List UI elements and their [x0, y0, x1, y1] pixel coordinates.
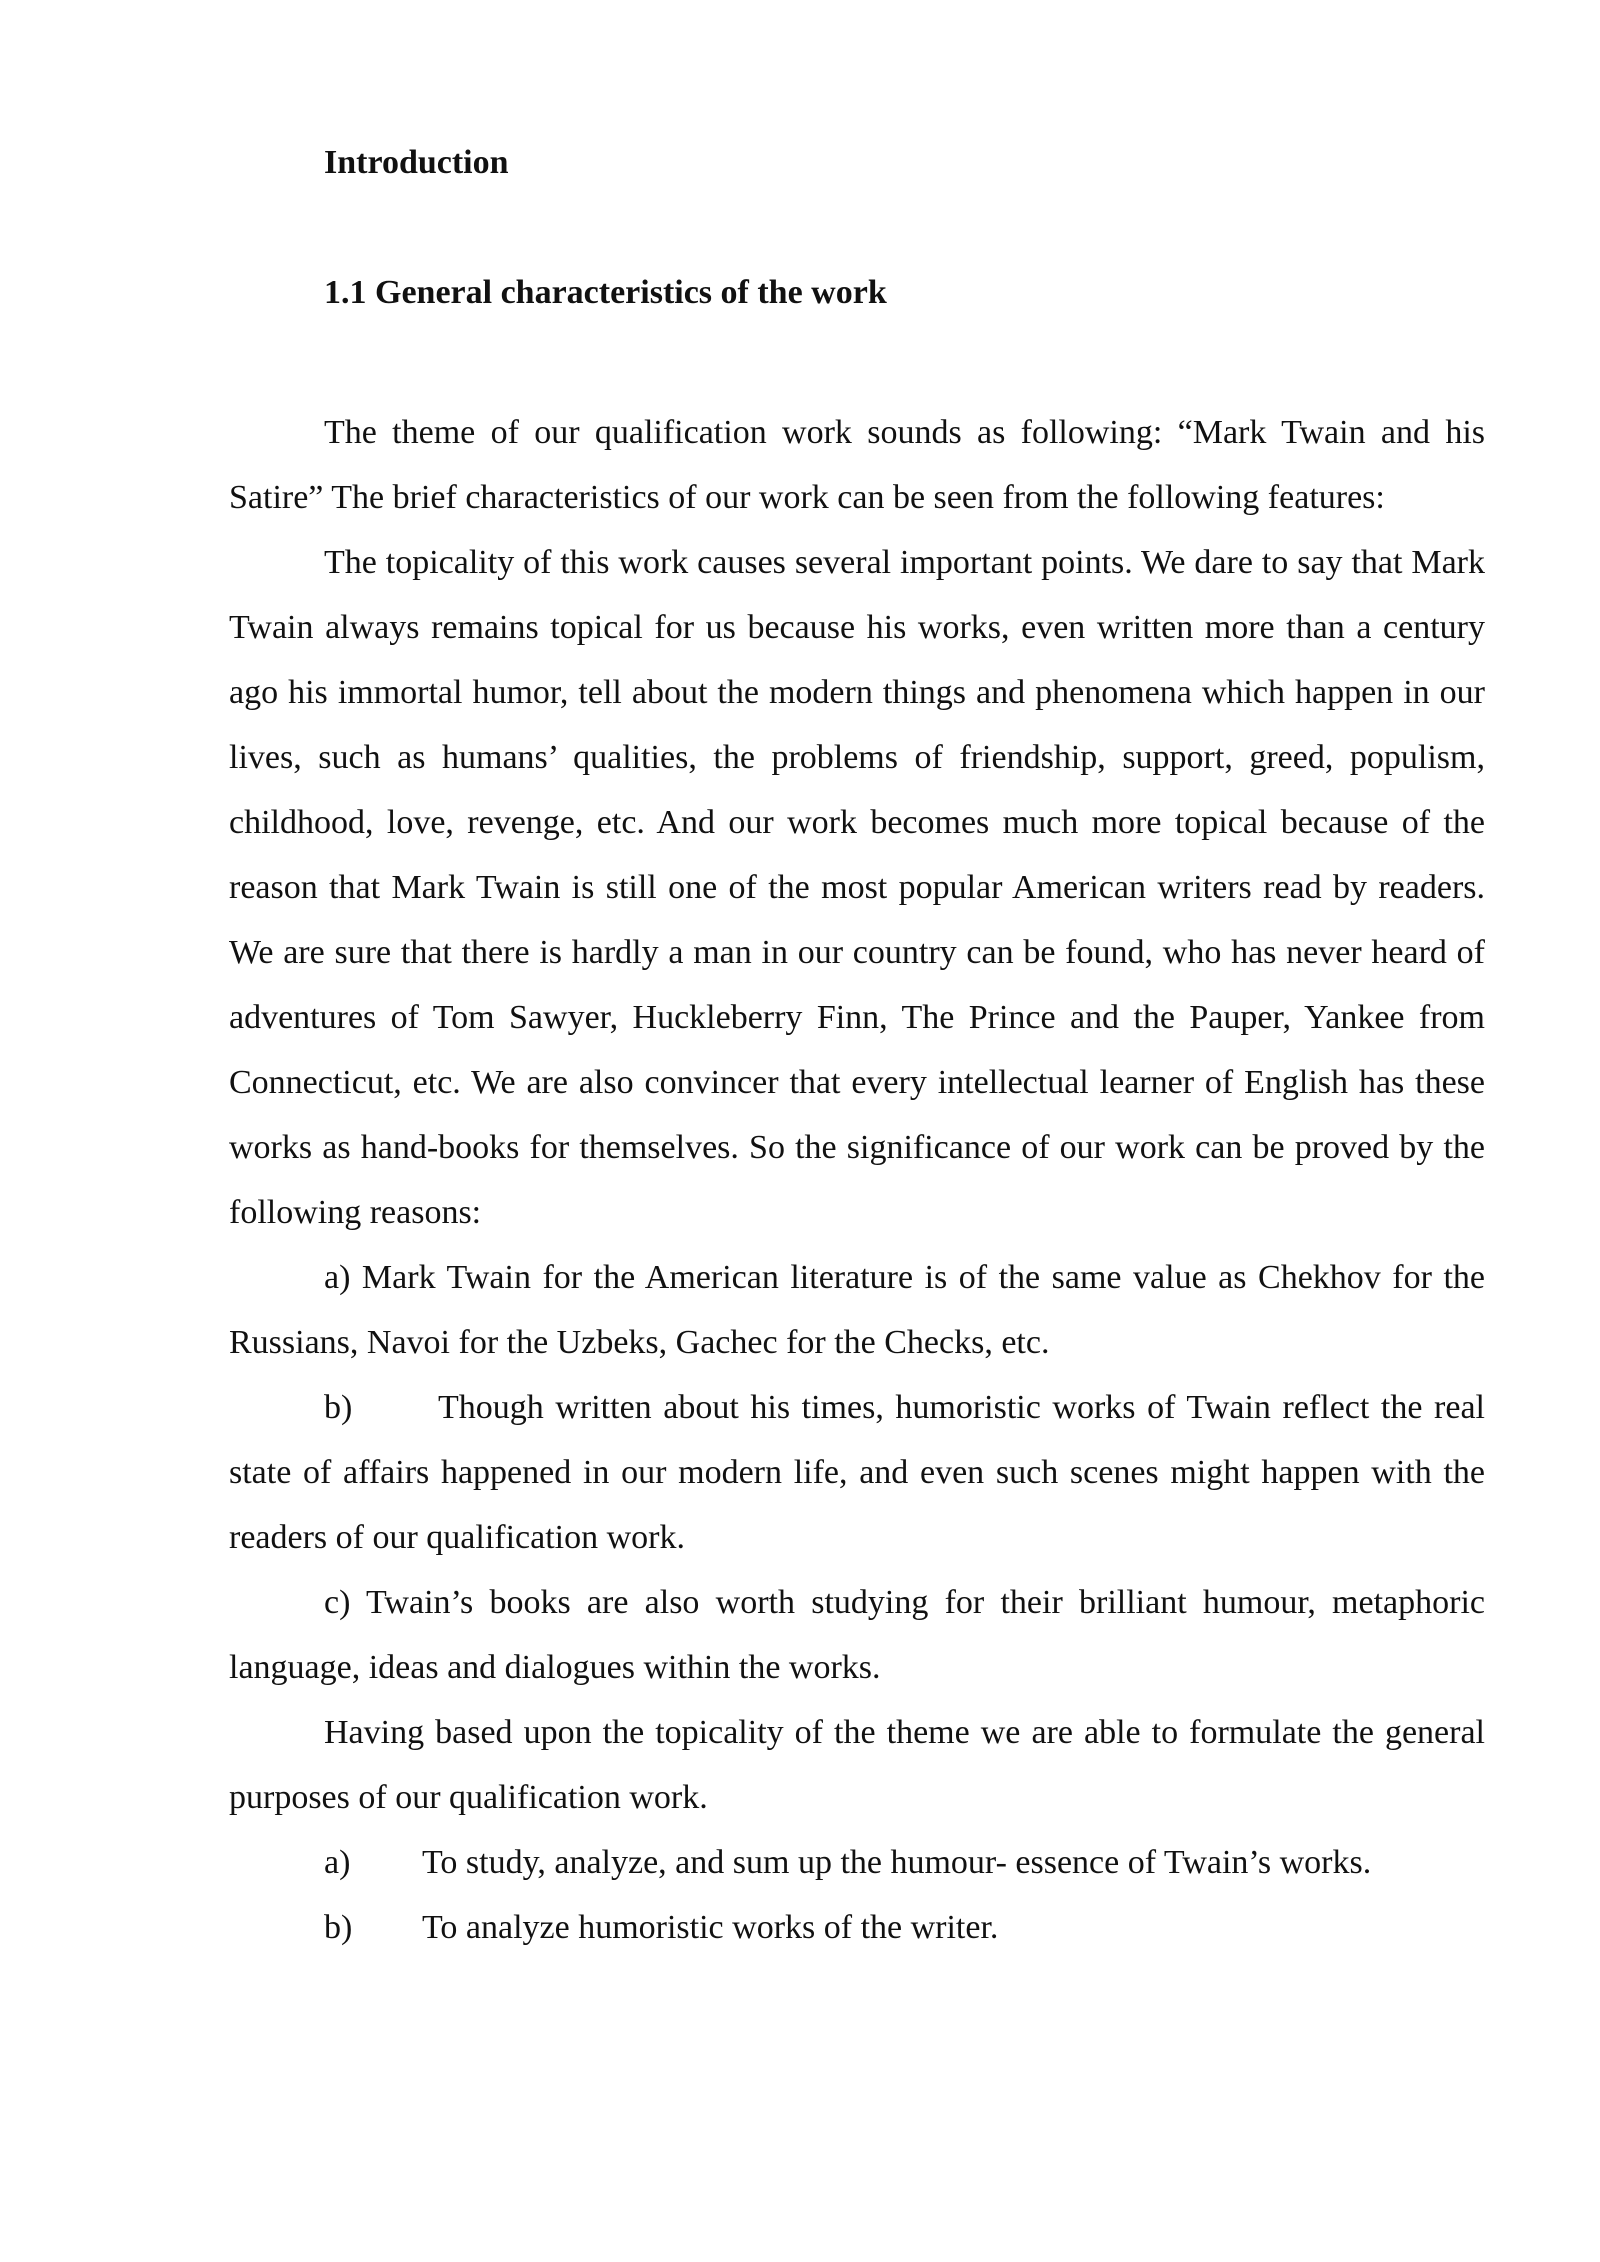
paragraph-theme: The theme of our qualification work sounds as following: “Mark Twain and his Satire” The brief characteristics of our work can be seen from the following features: [229, 414, 1485, 516]
purpose-marker: a) [324, 1844, 351, 1881]
reason-a: a) Mark Twain for the American literature is of the same value as Chekhov for the Russians, Navoi for the Uzbeks, Gachec for the Checks, etc. [229, 1259, 1485, 1361]
paragraph-purposes: Having based upon the topicality of the theme we are able to formulate the general purposes of our qualification work. [229, 1714, 1485, 1816]
reason-b-text: Though written about his times, humoristic works of Twain reflect the real state of affairs happened in our modern life, and even such scenes might happen with the readers of our qualification work. [229, 1389, 1485, 1556]
page-content [229, 140, 1485, 1960]
purpose-text: To analyze humoristic works of the writer. [422, 1909, 999, 1946]
reason-b-marker: b) [324, 1389, 353, 1426]
page-title: Introduction [324, 144, 509, 181]
reason-b [229, 1375, 1485, 1570]
purpose-text: To study, analyze, and sum up the humour- essence of Twain’s works. [422, 1844, 1372, 1881]
paragraph-topicality: The topicality of this work causes several important points. We dare to say that Mark Twain always remains topical for us because his works, even written more than a century ago his immortal humor, tell about the modern things and phenomena which happen in our lives, such as humans’ qualities, the problems of friendship, support, greed, populism, childhood, love, revenge, etc. And our work becomes much more topical because of the reason that Mark Twain is still one of the most popular American writers read by readers. We are sure that there is hardly a man in our country can be found, who has never heard of adventures of Tom Sawyer, Huckleberry Finn, The Prince and the Pauper, Yankee from Connecticut, etc. We are also convincer that every intellectual learner of English has these works as hand-books for themselves. So the significance of our work can be proved by the following reasons: [229, 544, 1485, 1231]
section-heading: 1.1 General characteristics of the work [324, 274, 887, 311]
purpose-item [229, 1830, 1485, 1895]
purpose-item [229, 1895, 1485, 1960]
reason-c: c) Twain’s books are also worth studying for their brilliant humour, metaphoric language, ideas and dialogues within the works. [229, 1584, 1485, 1686]
purpose-marker: b) [324, 1909, 353, 1946]
